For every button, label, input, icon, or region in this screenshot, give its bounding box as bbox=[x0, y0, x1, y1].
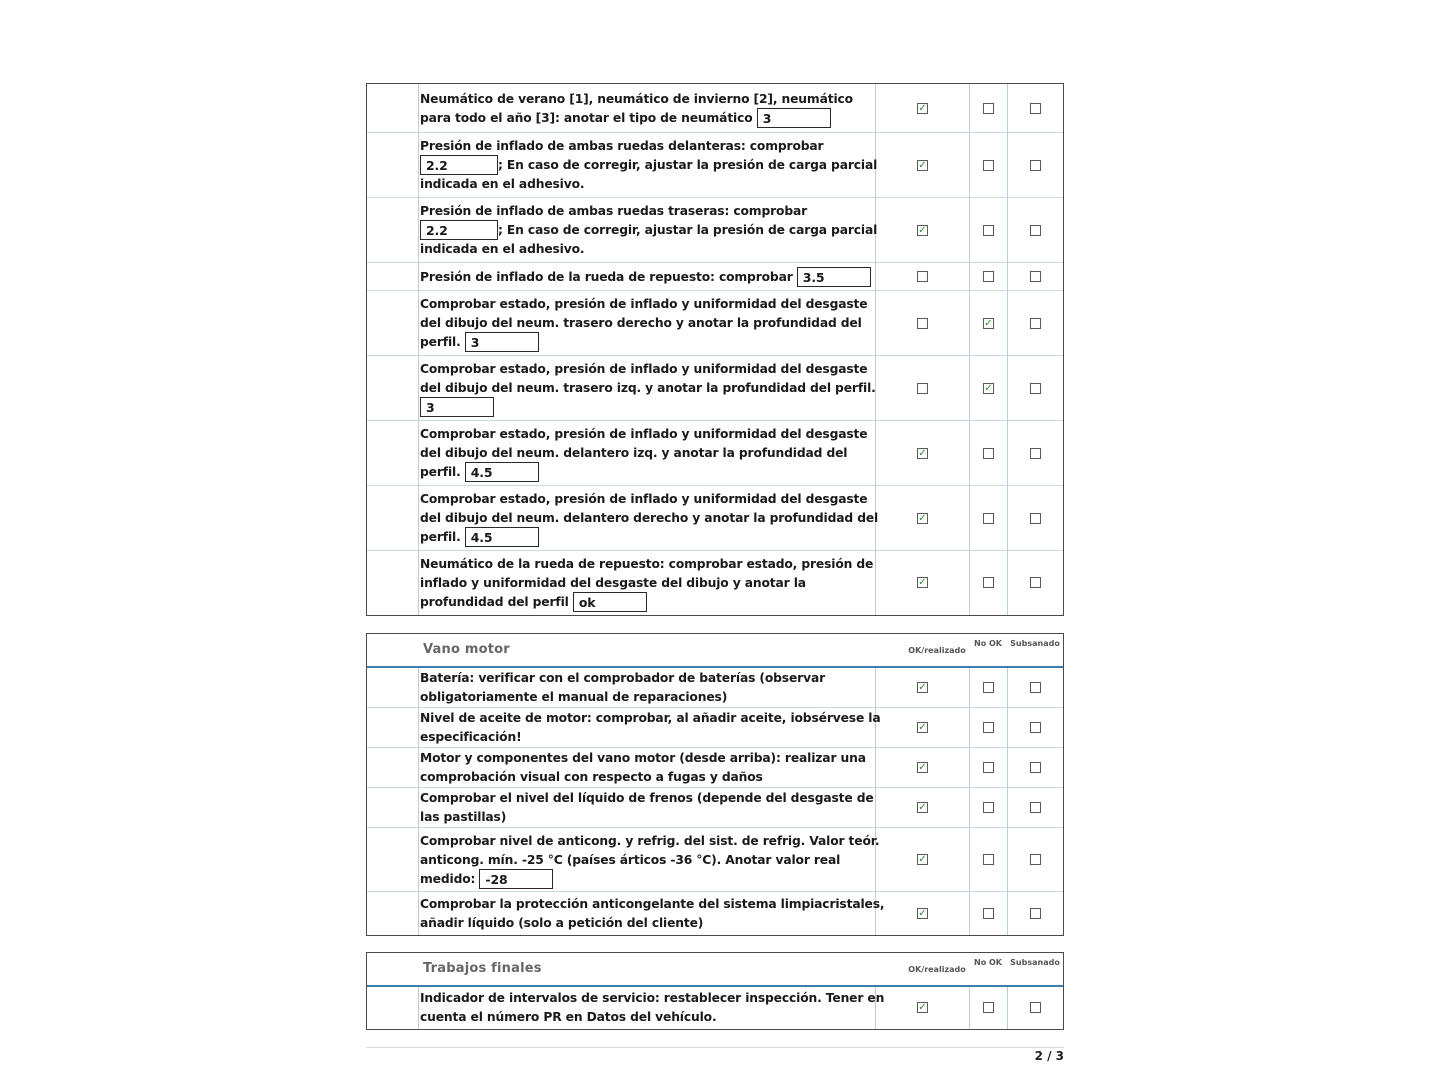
column-divider bbox=[1007, 421, 1008, 485]
checkmark-icon: ✓ bbox=[918, 908, 927, 919]
measurement-input[interactable]: -28 bbox=[479, 869, 553, 889]
checkmark-icon: ✓ bbox=[918, 802, 927, 813]
item-text-line: Presión de inflado de la rueda de repuesto: comprobar 3.5 bbox=[420, 268, 872, 287]
column-divider bbox=[418, 551, 419, 615]
item-text-line: del dibujo del neum. delantero izq. y anotar la profundidad del bbox=[420, 446, 848, 460]
corrected-checkbox[interactable] bbox=[1030, 908, 1041, 919]
measurement-input[interactable]: 3.5 bbox=[797, 267, 871, 287]
column-divider bbox=[1007, 133, 1008, 197]
column-divider bbox=[969, 84, 970, 132]
measurement-input[interactable]: ok bbox=[573, 592, 647, 612]
item-description bbox=[420, 555, 872, 612]
item-text-line: comprobación visual con respecto a fugas y daños bbox=[420, 770, 763, 784]
column-divider bbox=[418, 788, 419, 827]
not-ok-checkbox[interactable] bbox=[983, 513, 994, 524]
checklist-row bbox=[367, 788, 1063, 828]
column-divider bbox=[418, 421, 419, 485]
item-text-line: Presión de inflado de ambas ruedas delanteras: comprobar bbox=[420, 139, 824, 153]
corrected-checkbox[interactable] bbox=[1030, 383, 1041, 394]
column-divider bbox=[875, 421, 876, 485]
ok-checkbox[interactable] bbox=[917, 722, 928, 733]
column-divider bbox=[1007, 551, 1008, 615]
corrected-checkbox[interactable] bbox=[1030, 103, 1041, 114]
checklist-row bbox=[367, 551, 1063, 615]
measurement-input[interactable]: 4.5 bbox=[465, 527, 539, 547]
column-divider bbox=[1007, 198, 1008, 262]
ok-checkbox[interactable] bbox=[917, 383, 928, 394]
item-text-line: las pastillas) bbox=[420, 810, 507, 824]
item-description bbox=[420, 895, 885, 933]
item-description bbox=[420, 268, 872, 287]
checkmark-icon: ✓ bbox=[918, 160, 927, 171]
column-divider bbox=[875, 748, 876, 787]
column-divider bbox=[969, 892, 970, 935]
column-divider bbox=[1007, 356, 1008, 420]
footer-divider bbox=[366, 1047, 1064, 1048]
column-divider bbox=[1007, 788, 1008, 827]
ok-checkbox[interactable] bbox=[917, 513, 928, 524]
column-divider bbox=[418, 133, 419, 197]
column-divider bbox=[969, 788, 970, 827]
measurement-input[interactable]: 3 bbox=[420, 397, 494, 417]
column-divider bbox=[418, 291, 419, 355]
column-divider bbox=[969, 748, 970, 787]
corrected-checkbox[interactable] bbox=[1030, 722, 1041, 733]
item-text-line: profundidad del perfil ok bbox=[420, 593, 872, 612]
item-text-line: perfil. 4.5 bbox=[420, 463, 872, 482]
column-divider bbox=[1007, 748, 1008, 787]
column-divider bbox=[418, 748, 419, 787]
col-sub-header: Subsanado bbox=[1010, 639, 1060, 648]
column-divider bbox=[969, 987, 970, 1029]
item-text-line: añadir líquido (solo a petición del cliente) bbox=[420, 916, 704, 930]
column-divider bbox=[1007, 892, 1008, 935]
column-divider bbox=[969, 356, 970, 420]
checkmark-icon: ✓ bbox=[918, 722, 927, 733]
column-divider bbox=[418, 263, 419, 290]
not-ok-checkbox[interactable] bbox=[983, 383, 994, 394]
column-divider bbox=[969, 421, 970, 485]
not-ok-checkbox[interactable] bbox=[983, 448, 994, 459]
not-ok-checkbox[interactable] bbox=[983, 722, 994, 733]
col-sub-header: Subsanado bbox=[1010, 958, 1060, 967]
column-divider bbox=[875, 788, 876, 827]
column-divider bbox=[969, 263, 970, 290]
column-divider bbox=[969, 486, 970, 550]
item-description bbox=[420, 202, 878, 259]
column-divider bbox=[418, 668, 419, 707]
column-divider bbox=[969, 133, 970, 197]
item-text-line: del dibujo del neum. trasero derecho y anotar la profundidad del bbox=[420, 316, 862, 330]
item-text-line: Comprobar estado, presión de inflado y uniformidad del desgaste bbox=[420, 362, 868, 376]
ok-checkbox[interactable] bbox=[917, 577, 928, 588]
item-text-line: especificación! bbox=[420, 730, 522, 744]
item-text-line: inflado y uniformidad del desgaste del dibujo y anotar la bbox=[420, 576, 806, 590]
column-divider bbox=[875, 291, 876, 355]
item-text-line: cuenta el número PR en Datos del vehículo. bbox=[420, 1010, 717, 1024]
corrected-checkbox[interactable] bbox=[1030, 225, 1041, 236]
ok-checkbox[interactable] bbox=[917, 103, 928, 114]
checkmark-icon: ✓ bbox=[918, 577, 927, 588]
item-description bbox=[420, 749, 872, 787]
ok-checkbox[interactable] bbox=[917, 160, 928, 171]
not-ok-checkbox[interactable] bbox=[983, 160, 994, 171]
not-ok-checkbox[interactable] bbox=[983, 854, 994, 865]
column-divider bbox=[1007, 486, 1008, 550]
checkmark-icon: ✓ bbox=[918, 103, 927, 114]
checkmark-icon: ✓ bbox=[918, 225, 927, 236]
column-divider bbox=[1007, 708, 1008, 747]
item-text-line: Neumático de verano [1], neumático de invierno [2], neumático bbox=[420, 92, 853, 106]
not-ok-checkbox[interactable] bbox=[983, 103, 994, 114]
item-text-line: Motor y componentes del vano motor (desde arriba): realizar una bbox=[420, 751, 866, 765]
final-work-table bbox=[366, 952, 1064, 1030]
item-text-line: Batería: verificar con el comprobador de baterías (observar bbox=[420, 671, 826, 685]
item-text-line: 2.2 ; En caso de corregir, ajustar la presión de carga parcial bbox=[420, 156, 872, 175]
corrected-checkbox[interactable] bbox=[1030, 318, 1041, 329]
checklist-row bbox=[367, 356, 1063, 421]
measurement-input[interactable]: 2.2 bbox=[420, 155, 498, 175]
checklist-row bbox=[367, 133, 1063, 198]
ok-checkbox[interactable] bbox=[917, 318, 928, 329]
checkmark-icon: ✓ bbox=[918, 513, 927, 524]
item-text-line: Comprobar estado, presión de inflado y uniformidad del desgaste bbox=[420, 427, 868, 441]
ok-checkbox[interactable] bbox=[917, 1002, 928, 1013]
item-text-line: Comprobar estado, presión de inflado y uniformidad del desgaste bbox=[420, 492, 868, 506]
item-text-line: obligatoriamente el manual de reparaciones) bbox=[420, 690, 728, 704]
item-description bbox=[420, 295, 872, 352]
corrected-checkbox[interactable] bbox=[1030, 513, 1041, 524]
section-title: Vano motor bbox=[423, 642, 510, 657]
checklist-row bbox=[367, 84, 1063, 133]
checklist-row bbox=[367, 708, 1063, 748]
column-divider bbox=[875, 263, 876, 290]
corrected-checkbox[interactable] bbox=[1030, 682, 1041, 693]
checklist-row bbox=[367, 291, 1063, 356]
item-description bbox=[420, 709, 881, 747]
corrected-checkbox[interactable] bbox=[1030, 160, 1041, 171]
column-divider bbox=[1007, 263, 1008, 290]
corrected-checkbox[interactable] bbox=[1030, 271, 1041, 282]
measurement-input[interactable]: 2.2 bbox=[420, 220, 498, 240]
ok-checkbox[interactable] bbox=[917, 225, 928, 236]
corrected-checkbox[interactable] bbox=[1030, 1002, 1041, 1013]
column-divider bbox=[969, 828, 970, 891]
ok-checkbox[interactable] bbox=[917, 271, 928, 282]
item-description bbox=[420, 832, 880, 889]
item-text-line: del dibujo del neum. trasero izq. y anotar la profundidad del perfil. bbox=[420, 381, 876, 395]
checklist-row bbox=[367, 668, 1063, 708]
column-divider bbox=[418, 708, 419, 747]
engine-bay-table bbox=[366, 633, 1064, 936]
item-description bbox=[420, 789, 872, 827]
checklist-row bbox=[367, 828, 1063, 892]
column-divider bbox=[1007, 828, 1008, 891]
item-text-line: Comprobar nivel de anticong. y refrig. del sist. de refrig. Valor teór. bbox=[420, 834, 880, 848]
item-text-line: indicada en el adhesivo. bbox=[420, 242, 585, 256]
checkmark-icon: ✓ bbox=[918, 682, 927, 693]
column-divider bbox=[875, 84, 876, 132]
ok-checkbox[interactable] bbox=[917, 854, 928, 865]
corrected-checkbox[interactable] bbox=[1030, 448, 1041, 459]
not-ok-checkbox[interactable] bbox=[983, 682, 994, 693]
checklist-row bbox=[367, 263, 1063, 291]
item-description bbox=[420, 425, 872, 482]
column-divider bbox=[969, 198, 970, 262]
item-description bbox=[420, 360, 876, 417]
column-divider bbox=[418, 84, 419, 132]
checkmark-icon: ✓ bbox=[918, 762, 927, 773]
corrected-checkbox[interactable] bbox=[1030, 802, 1041, 813]
item-text-line: para todo el año [3]: anotar el tipo de neumático 3 bbox=[420, 109, 872, 128]
corrected-checkbox[interactable] bbox=[1030, 577, 1041, 588]
item-text-line: Indicador de intervalos de servicio: restablecer inspección. Tener en bbox=[420, 991, 885, 1005]
column-divider bbox=[418, 356, 419, 420]
item-text-line: medido: -28 bbox=[420, 870, 872, 889]
tyre-checks-table bbox=[366, 83, 1064, 616]
item-description bbox=[420, 90, 872, 128]
item-text-line: perfil. 3 bbox=[420, 333, 872, 352]
document-page bbox=[366, 0, 1064, 1080]
ok-checkbox[interactable] bbox=[917, 908, 928, 919]
checklist-row bbox=[367, 748, 1063, 788]
item-description bbox=[420, 137, 878, 194]
not-ok-checkbox[interactable] bbox=[983, 225, 994, 236]
not-ok-checkbox[interactable] bbox=[983, 802, 994, 813]
measurement-input[interactable]: 3 bbox=[757, 108, 831, 128]
section-header bbox=[367, 953, 1063, 987]
checkmark-icon: ✓ bbox=[984, 383, 993, 394]
item-text-line bbox=[420, 398, 872, 417]
column-divider bbox=[969, 551, 970, 615]
item-text-line: Nivel de aceite de motor: comprobar, al añadir aceite, iobsérvese la bbox=[420, 711, 881, 725]
item-text-line: Comprobar estado, presión de inflado y uniformidad del desgaste bbox=[420, 297, 868, 311]
col-nok-header: No OK bbox=[974, 639, 1002, 648]
item-text-line: anticong. mín. -25 °C (países árticos -36 °C). Anotar valor real bbox=[420, 853, 841, 867]
column-divider bbox=[418, 987, 419, 1029]
item-text-line: perfil. 4.5 bbox=[420, 528, 872, 547]
checklist-row bbox=[367, 987, 1063, 1029]
not-ok-checkbox[interactable] bbox=[983, 1002, 994, 1013]
column-divider bbox=[875, 551, 876, 615]
column-divider bbox=[418, 828, 419, 891]
not-ok-checkbox[interactable] bbox=[983, 318, 994, 329]
measurement-input[interactable]: 3 bbox=[465, 332, 539, 352]
checklist-row bbox=[367, 486, 1063, 551]
checklist-row bbox=[367, 198, 1063, 263]
col-ok-header: OK/realizado bbox=[908, 965, 966, 974]
item-description bbox=[420, 669, 872, 707]
not-ok-checkbox[interactable] bbox=[983, 762, 994, 773]
checkmark-icon: ✓ bbox=[918, 854, 927, 865]
item-description bbox=[420, 490, 879, 547]
column-divider bbox=[969, 708, 970, 747]
section-title: Trabajos finales bbox=[423, 961, 542, 976]
checkmark-icon: ✓ bbox=[984, 318, 993, 329]
item-text-line: del dibujo del neum. delantero derecho y anotar la profundidad del bbox=[420, 511, 879, 525]
column-divider bbox=[1007, 987, 1008, 1029]
not-ok-checkbox[interactable] bbox=[983, 908, 994, 919]
corrected-checkbox[interactable] bbox=[1030, 854, 1041, 865]
col-nok-header: No OK bbox=[974, 958, 1002, 967]
column-divider bbox=[418, 198, 419, 262]
ok-checkbox[interactable] bbox=[917, 802, 928, 813]
checklist-row bbox=[367, 892, 1063, 935]
item-text-line: indicada en el adhesivo. bbox=[420, 177, 585, 191]
column-divider bbox=[418, 486, 419, 550]
item-text-line: Presión de inflado de ambas ruedas traseras: comprobar bbox=[420, 204, 808, 218]
ok-checkbox[interactable] bbox=[917, 448, 928, 459]
page-number: 2 / 3 bbox=[1034, 1049, 1064, 1063]
item-text-line: Comprobar el nivel del líquido de frenos (depende del desgaste de bbox=[420, 791, 874, 805]
checkmark-icon: ✓ bbox=[918, 448, 927, 459]
column-divider bbox=[1007, 291, 1008, 355]
corrected-checkbox[interactable] bbox=[1030, 762, 1041, 773]
not-ok-checkbox[interactable] bbox=[983, 271, 994, 282]
item-text-line: 2.2 ; En caso de corregir, ajustar la presión de carga parcial bbox=[420, 221, 872, 240]
checkmark-icon: ✓ bbox=[918, 1002, 927, 1013]
item-text-line: Comprobar la protección anticongelante del sistema limpiacristales, bbox=[420, 897, 885, 911]
column-divider bbox=[969, 668, 970, 707]
column-divider bbox=[418, 892, 419, 935]
not-ok-checkbox[interactable] bbox=[983, 577, 994, 588]
ok-checkbox[interactable] bbox=[917, 682, 928, 693]
column-divider bbox=[1007, 668, 1008, 707]
column-divider bbox=[1007, 84, 1008, 132]
col-ok-header: OK/realizado bbox=[908, 646, 966, 655]
checklist-row bbox=[367, 421, 1063, 486]
section-header bbox=[367, 634, 1063, 668]
ok-checkbox[interactable] bbox=[917, 762, 928, 773]
column-divider bbox=[969, 291, 970, 355]
column-divider bbox=[875, 668, 876, 707]
measurement-input[interactable]: 4.5 bbox=[465, 462, 539, 482]
item-description bbox=[420, 989, 885, 1027]
item-text-line: Neumático de la rueda de repuesto: comprobar estado, presión de bbox=[420, 557, 874, 571]
